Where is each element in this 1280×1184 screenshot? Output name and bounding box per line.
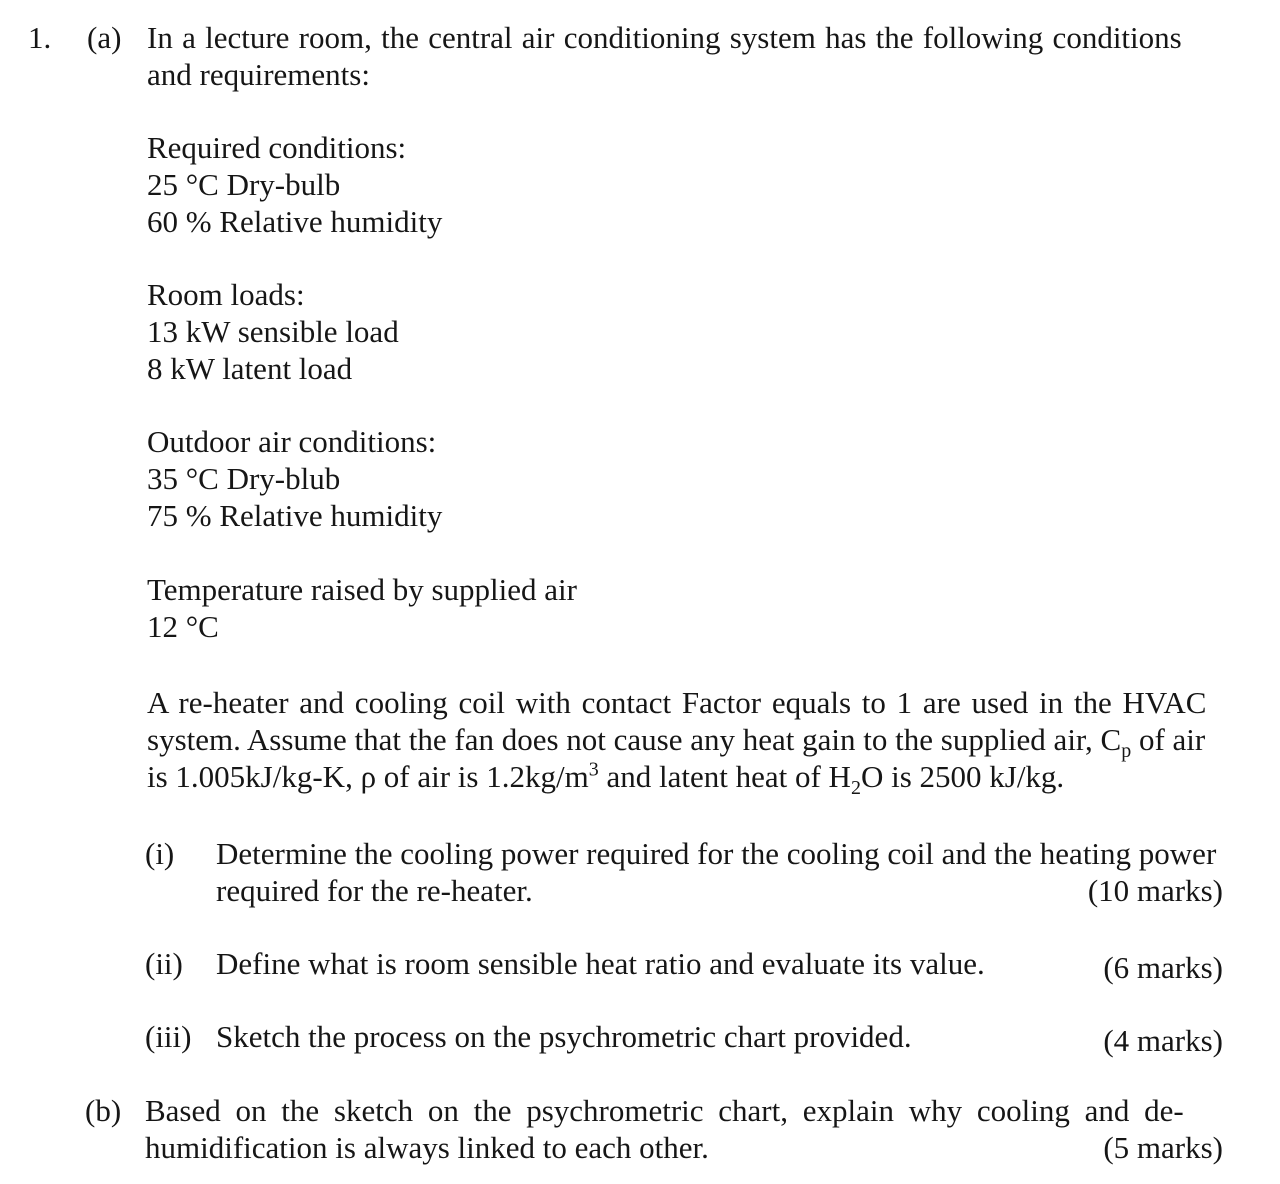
paragraph-line-3	[147, 758, 1227, 800]
temperature-raise	[147, 571, 1227, 645]
temperature-raise-heading: Temperature raised by supplied air	[147, 572, 577, 607]
temperature-raise-value: 12 °C	[147, 609, 219, 644]
part-b	[145, 1092, 1223, 1166]
subquestion-iii-marks: (4 marks)	[1103, 1023, 1223, 1058]
assumptions-paragraph	[147, 684, 1227, 800]
outdoor-heading: Outdoor air conditions:	[147, 424, 437, 459]
subquestion-ii-label: (ii)	[145, 946, 183, 981]
required-conditions-heading: Required conditions:	[147, 130, 407, 165]
intro-line-2: and requirements:	[147, 57, 370, 92]
subquestion-i-line-1: Determine the cooling power required for the cooling coil and the heating power	[216, 836, 1217, 871]
subquestion-i-marks: (10 marks)	[1087, 873, 1223, 908]
subquestion-ii-text	[216, 945, 1223, 982]
question-number: 1.	[28, 20, 52, 55]
subquestion-iii-line-1: Sketch the process on the psychrometric chart provided.	[216, 1019, 912, 1054]
outdoor-dry-bulb: 35 °C Dry-blub	[147, 461, 341, 496]
intro-line-1-text: In a lecture room, the central air conditioning system has the following conditions	[147, 20, 1182, 55]
part-a-label: (a)	[87, 20, 122, 55]
h2o-subscript: 2	[850, 777, 861, 800]
paragraph-line-2a: system. Assume that the fan does not cause any heat gain to the supplied air, C	[147, 722, 1122, 757]
subquestion-iii-label: (iii)	[145, 1019, 192, 1054]
paragraph-line-2	[147, 721, 1227, 763]
required-humidity: 60 % Relative humidity	[147, 204, 443, 239]
intro-line-1	[147, 19, 1227, 56]
paragraph-line-3a: is 1.005kJ/kg-K, ρ of air is 1.2kg/m	[147, 759, 589, 794]
part-b-line-1: Based on the sketch on the psychrometric chart, explain why cooling and de-	[145, 1093, 1184, 1128]
subquestion-i-text	[216, 835, 1223, 909]
part-b-line-2: humidification is always linked to each other.	[145, 1130, 709, 1165]
paragraph-line-2b: of air	[1131, 722, 1206, 757]
subquestion-i-line-2: required for the re-heater.	[216, 873, 533, 908]
subquestion-ii-line-1: Define what is room sensible heat ratio and evaluate its value.	[216, 946, 985, 981]
outdoor-humidity: 75 % Relative humidity	[147, 498, 443, 533]
latent-load: 8 kW latent load	[147, 351, 353, 386]
part-b-label: (b)	[85, 1093, 122, 1128]
required-conditions	[147, 129, 1227, 240]
paragraph-line-1: A re-heater and cooling coil with contact Factor equals to 1 are used in the HVAC	[147, 685, 1207, 720]
paragraph-line-3b: and latent heat of H	[598, 759, 851, 794]
subquestion-iii-text	[216, 1018, 1223, 1055]
required-dry-bulb: 25 °C Dry-bulb	[147, 167, 341, 202]
outdoor-air-conditions	[147, 423, 1227, 534]
subquestion-ii-marks: (6 marks)	[1103, 950, 1223, 985]
sensible-load: 13 kW sensible load	[147, 314, 399, 349]
room-loads	[147, 276, 1227, 387]
cp-subscript: p	[1121, 740, 1132, 763]
part-a-intro	[147, 19, 1227, 93]
part-b-marks: (5 marks)	[1103, 1130, 1223, 1165]
room-loads-heading: Room loads:	[147, 277, 305, 312]
m3-superscript: 3	[588, 758, 599, 781]
paragraph-line-3c: O is 2500 kJ/kg.	[860, 759, 1065, 794]
subquestion-i-label: (i)	[145, 836, 175, 871]
